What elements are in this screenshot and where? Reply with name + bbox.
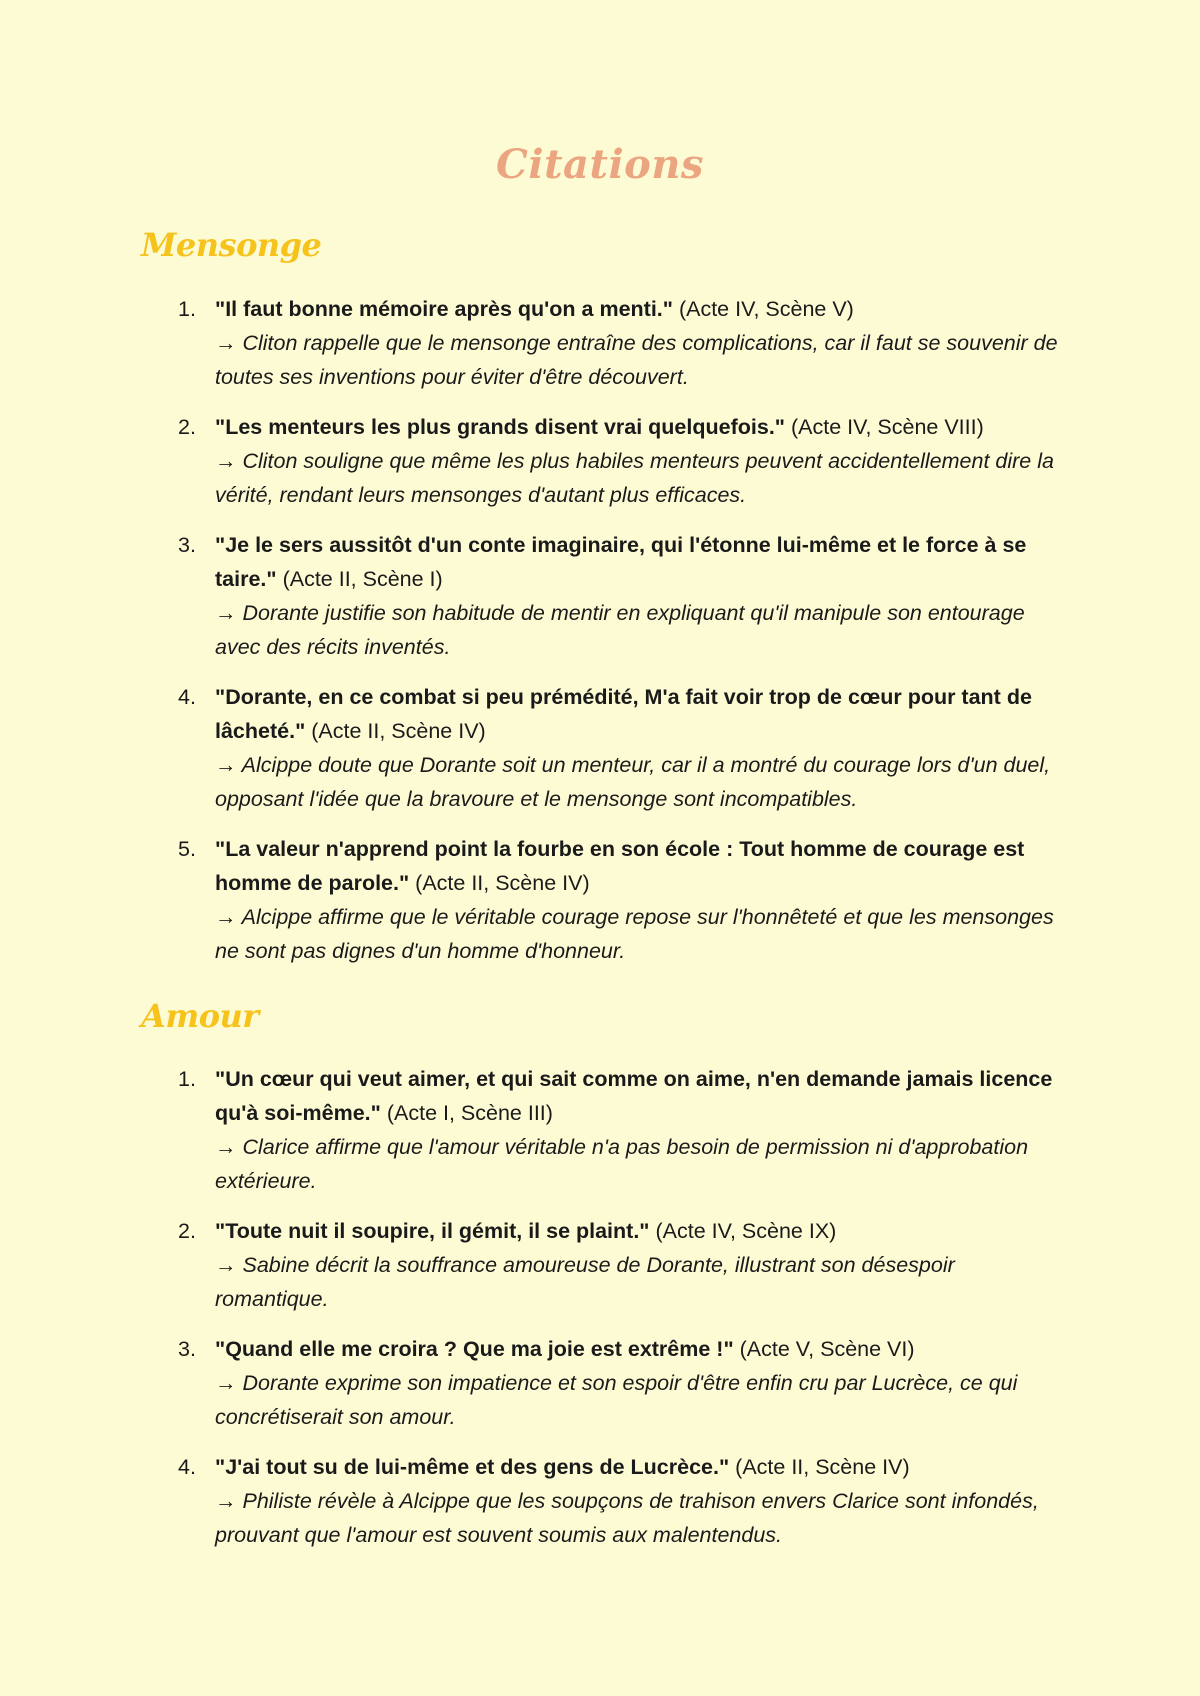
quote-text: "Toute nuit il soupire, il gémit, il se plaint." <box>215 1219 650 1243</box>
list-item <box>0 680 1200 816</box>
quote-reference: (Acte II, Scène IV) <box>735 1455 910 1479</box>
quote-reference: (Acte II, Scène IV) <box>415 871 590 895</box>
quote-reference: (Acte II, Scène IV) <box>311 719 486 743</box>
page-title: Citations <box>496 141 704 188</box>
quote-text: "Il faut bonne mémoire après qu'on a menti." <box>215 297 673 321</box>
quote-text: "J'ai tout su de lui-même et des gens de Lucrèce." <box>215 1455 730 1479</box>
quote-text: "Quand elle me croira ? Que ma joie est extrême !" <box>215 1337 734 1361</box>
quote-comment: → Dorante justifie son habitude de mentir en expliquant qu'il manipule son entourage avec des récits inventés. <box>215 601 1025 659</box>
list-item <box>0 1450 1200 1552</box>
quote-reference: (Acte IV, Scène VIII) <box>790 415 984 439</box>
item-number: 4. <box>178 685 196 709</box>
quote-comment: → Philiste révèle à Alcippe que les soupçons de trahison envers Clarice sont infondés, prouvant que l'amour est souvent soumis aux malentendus. <box>215 1489 1039 1547</box>
item-number: 4. <box>178 1455 196 1479</box>
quote-reference: (Acte IV, Scène IX) <box>655 1219 837 1243</box>
quote-reference: (Acte V, Scène VI) <box>739 1337 915 1361</box>
item-number: 3. <box>178 1337 196 1361</box>
quote-comment: → Clarice affirme que l'amour véritable n'a pas besoin de permission ni d'approbation extérieure. <box>215 1135 1029 1193</box>
list-item <box>0 410 1200 512</box>
quote-reference: (Acte I, Scène III) <box>386 1101 553 1125</box>
item-number: 2. <box>178 1219 196 1243</box>
quote-list-amour <box>0 1062 1200 1568</box>
section-heading-amour: Amour <box>141 997 259 1035</box>
quote-reference: (Acte IV, Scène V) <box>678 297 854 321</box>
list-item <box>0 1062 1200 1198</box>
quote-text: "Dorante, en ce combat si peu prémédité, M'a fait voir trop de cœur pour tant de lâcheté." <box>215 685 1032 743</box>
quote-text: "Un cœur qui veut aimer, et qui sait comme on aime, n'en demande jamais licence qu'à soi-même." <box>215 1067 1053 1125</box>
list-item <box>0 1332 1200 1434</box>
quote-comment: → Cliton rappelle que le mensonge entraîne des complications, car il faut se souvenir de toutes ses inventions pour éviter d'être découvert. <box>215 331 1058 389</box>
quote-list-mensonge <box>0 292 1200 984</box>
item-number: 2. <box>178 415 196 439</box>
item-number: 1. <box>178 1067 196 1091</box>
quote-text: "Les menteurs les plus grands disent vrai quelquefois." <box>215 415 785 439</box>
quote-text: "Je le sers aussitôt d'un conte imaginaire, qui l'étonne lui-même et le force à se taire." <box>215 533 1027 591</box>
quote-text: "La valeur n'apprend point la fourbe en son école : Tout homme de courage est homme de parole." <box>215 837 1025 895</box>
section-heading-mensonge: Mensonge <box>141 226 322 264</box>
quote-comment: → Dorante exprime son impatience et son espoir d'être enfin cru par Lucrèce, ce qui concrétiserait son amour. <box>215 1371 1018 1429</box>
item-number: 1. <box>178 297 196 321</box>
list-item <box>0 832 1200 968</box>
quote-comment: → Cliton souligne que même les plus habiles menteurs peuvent accidentellement dire la vérité, rendant leurs mensonges d'autant plus efficaces. <box>215 449 1054 507</box>
quote-comment: → Sabine décrit la souffrance amoureuse de Dorante, illustrant son désespoir romantique. <box>215 1253 955 1311</box>
item-number: 5. <box>178 837 196 861</box>
quote-comment: → Alcippe doute que Dorante soit un menteur, car il a montré du courage lors d'un duel, opposant l'idée que la bravoure et le mensonge sont incompatibles. <box>215 753 1051 811</box>
item-number: 3. <box>178 533 196 557</box>
quote-comment: → Alcippe affirme que le véritable courage repose sur l'honnêteté et que les mensonges ne sont pas dignes d'un homme d'honneur. <box>215 905 1054 963</box>
list-item <box>0 292 1200 394</box>
list-item <box>0 1214 1200 1316</box>
list-item <box>0 528 1200 664</box>
quote-reference: (Acte II, Scène I) <box>282 567 443 591</box>
